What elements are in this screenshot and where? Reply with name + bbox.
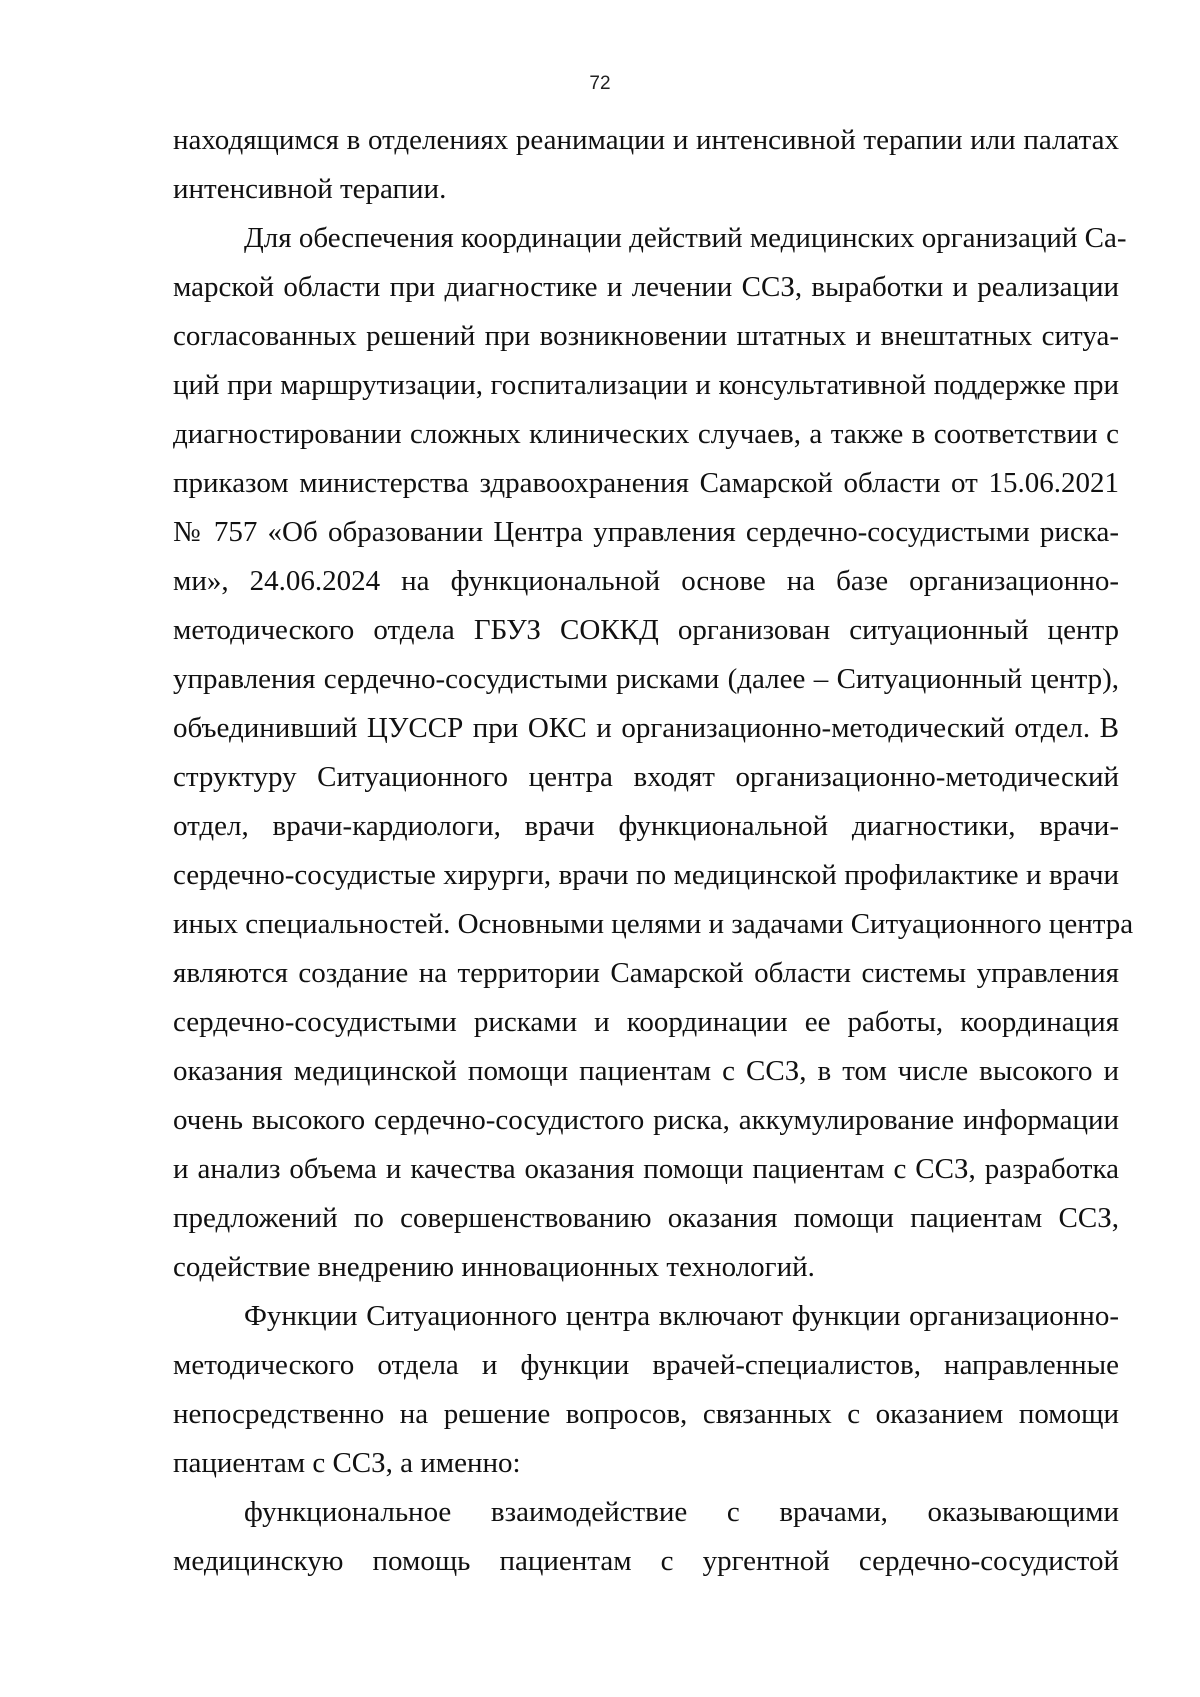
text-line: методического отдела ГБУЗ СОККД организован ситуационный центр	[173, 614, 1119, 646]
text-line: находящимся в отделениях реанимации и интенсивной терапии или палатах	[173, 124, 1119, 156]
paragraph	[173, 214, 1134, 1292]
text-line: марской области при диагностике и лечении ССЗ, выработки и реализации	[173, 271, 1119, 303]
text-line: диагностировании сложных клинических случаев, а также в соответствии с	[173, 418, 1119, 450]
text-line: приказом министерства здравоохранения Самарской области от 15.06.2021	[173, 467, 1119, 499]
text-line: медицинскую помощь пациентам с ургентной сердечно-сосудистой	[173, 1545, 1119, 1577]
text-line: методического отдела и функции врачей-специалистов, направленные	[173, 1349, 1119, 1381]
text-line: оказания медицинской помощи пациентам с ССЗ, в том числе высокого и	[173, 1055, 1119, 1087]
document-body	[173, 116, 1134, 1586]
text-line: являются создание на территории Самарской области системы управления	[173, 957, 1119, 989]
text-line: сердечно-сосудистые хирурги, врачи по медицинской профилактике и врачи	[173, 859, 1119, 891]
text-line: объединивший ЦУССР при ОКС и организационно-методический отдел. В	[173, 712, 1119, 744]
text-line: пациентам с ССЗ, а именно:	[173, 1447, 521, 1479]
text-line: № 757 «Об образовании Центра управления сердечно-сосудистыми риска-	[173, 516, 1119, 548]
text-line: ми», 24.06.2024 на функциональной основе на базе организационно-	[173, 565, 1119, 597]
text-line: очень высокого сердечно-сосудистого риска, аккумулирование информации	[173, 1104, 1119, 1136]
text-line: структуру Ситуационного центра входят организационно-методический	[173, 761, 1119, 793]
paragraph	[173, 1292, 1119, 1488]
page-number: 72	[589, 73, 611, 94]
text-line: управления сердечно-сосудистыми рисками (далее – Ситуационный центр),	[173, 663, 1119, 695]
text-line: функциональное взаимодействие с врачами, оказывающими	[244, 1496, 1119, 1528]
text-line: предложений по совершенствованию оказания помощи пациентам ССЗ,	[173, 1202, 1119, 1234]
text-line: Для обеспечения координации действий медицинских организаций Са-	[244, 222, 1127, 254]
text-line: интенсивной терапии.	[173, 173, 447, 205]
text-line: содействие внедрению инновационных технологий.	[173, 1251, 815, 1283]
text-line: непосредственно на решение вопросов, связанных с оказанием помощи	[173, 1398, 1119, 1430]
paragraph	[173, 116, 1119, 214]
text-line: согласованных решений при возникновении штатных и внештатных ситуа-	[173, 320, 1119, 352]
text-line: ций при маршрутизации, госпитализации и консультативной поддержке при	[173, 369, 1119, 401]
text-line: Функции Ситуационного центра включают функции организационно-	[244, 1300, 1119, 1332]
text-line: иных специальностей. Основными целями и задачами Ситуационного центра	[173, 908, 1134, 940]
paragraph	[173, 1488, 1119, 1586]
text-line: отдел, врачи-кардиологи, врачи функциональной диагностики, врачи-	[173, 810, 1119, 842]
text-line: сердечно-сосудистыми рисками и координации ее работы, координация	[173, 1006, 1119, 1038]
text-line: и анализ объема и качества оказания помощи пациентам с ССЗ, разработка	[173, 1153, 1119, 1185]
